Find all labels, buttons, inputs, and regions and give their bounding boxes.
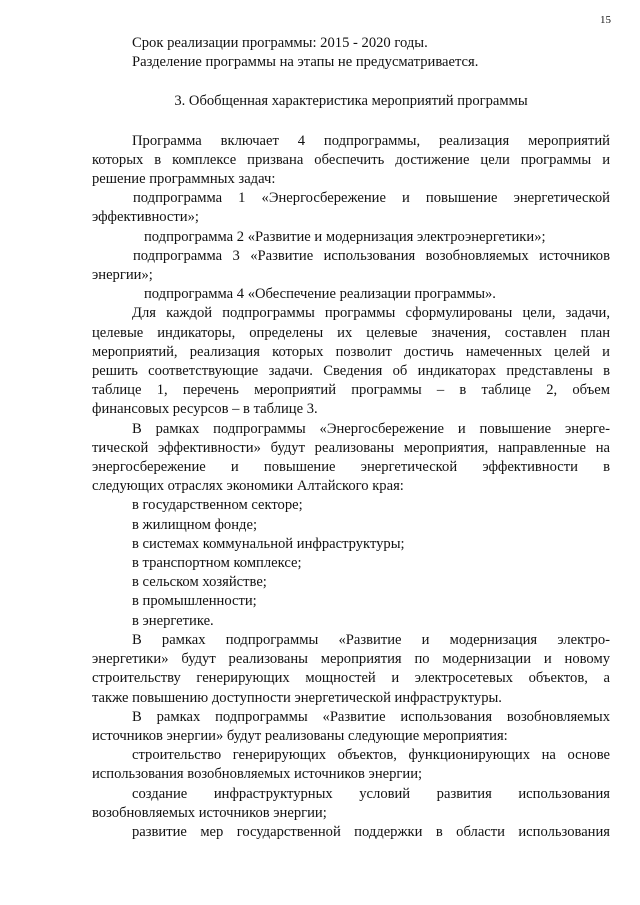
text-line: возобновляемых источников энергии; (92, 804, 327, 821)
text-line: энергосбережение и повышение энергетической эффективности в (92, 459, 610, 476)
text-line: в сельском хозяйстве; (132, 574, 267, 591)
text-line: строительство генерирующих объектов, функционирующих на основе (132, 747, 610, 764)
page-number: 15 (600, 14, 611, 26)
text-line: В рамках подпрограммы «Энергосбережение и повышение энерге- (132, 420, 610, 437)
text-line: следующих отраслях экономики Алтайского края: (92, 478, 404, 495)
text-line: эффективности»; (92, 209, 199, 226)
text-line: создание инфраструктурных условий развития использования (132, 785, 610, 802)
text-line: Для каждой подпрограммы программы сформулированы цели, задачи, (132, 305, 610, 322)
program-term-line: Срок реализации программы: 2015 - 2020 годы. (132, 35, 428, 51)
program-stages-line: Разделение программы на этапы не предусматривается. (132, 54, 479, 71)
text-line: в транспортном комплексе; (132, 555, 302, 572)
text-line: таблице 1, перечень мероприятий программы – в таблице 2, объем (92, 382, 610, 399)
text-line: подпрограмма 4 «Обеспечение реализации программы». (144, 286, 496, 303)
text-line: в системах коммунальной инфраструктуры; (132, 535, 405, 552)
text-line: в промышленности; (132, 593, 257, 610)
document-body (92, 34, 610, 842)
text-line: в государственном секторе; (132, 497, 303, 514)
text-line: в жилищном фонде; (132, 516, 257, 533)
text-line: подпрограмма 3 «Развитие использования возобновляемых источников (133, 247, 610, 264)
text-line: источников энергии» будут реализованы следующие мероприятия: (92, 727, 508, 744)
text-line: мероприятий, реализация которых позволит достичь намеченных целей и (92, 343, 610, 360)
text-line: в энергетике. (132, 612, 214, 629)
text-line: В рамках подпрограммы «Развитие использования возобновляемых (132, 708, 610, 725)
text-line: В рамках подпрограммы «Развитие и модернизация электро- (132, 631, 610, 648)
section-heading: 3. Обобщенная характеристика мероприятий программы (174, 93, 528, 110)
text-line: решить соответствующие задачи. Сведения об индикаторах представлены в (92, 363, 610, 380)
text-line: также повышению доступности энергетической инфраструктуры. (92, 689, 502, 706)
text-line: целевые индикаторы, определены их целевые значения, составлен план (92, 324, 610, 341)
text-line: развитие мер государственной поддержки в области использования (132, 823, 610, 840)
text-line: использования возобновляемых источников энергии; (92, 766, 423, 783)
text-line: строительству генерирующих мощностей и электросетевых объектов, а (92, 670, 610, 687)
text-line: энергии»; (92, 267, 153, 284)
text-line: тической эффективности» будут реализованы мероприятия, направленные на (92, 439, 610, 456)
text-line: Программа включает 4 подпрограммы, реализация мероприятий (132, 132, 610, 149)
text-line: решение программных задач: (92, 171, 276, 188)
text-line: энергетики» будут реализованы мероприятия по модернизации и новому (92, 651, 610, 668)
text-line: финансовых ресурсов – в таблице 3. (92, 401, 318, 418)
section-text (92, 132, 610, 843)
text-line: которых в комплексе призвана обеспечить достижение цели программы и (92, 151, 610, 168)
text-line: подпрограмма 1 «Энергосбережение и повышение энергетической (133, 190, 610, 207)
text-line: подпрограмма 2 «Развитие и модернизация электроэнергетики»; (144, 228, 546, 245)
